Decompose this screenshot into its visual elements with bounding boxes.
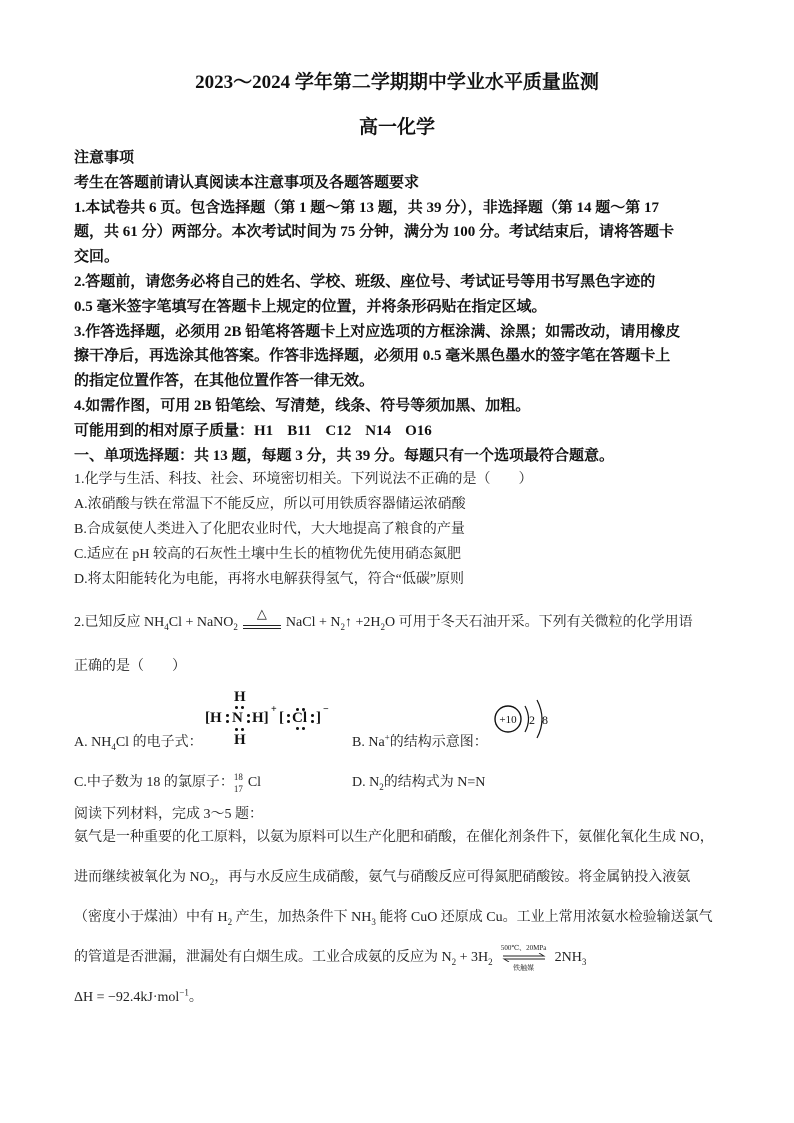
equals-double-line [243,625,281,629]
condition-top: 500℃、20MPa [500,943,547,952]
notice-item-1-line-2: 题，共 61 分）两部分。本次考试时间为 75 分钟，满分为 100 分。考试结束后，请将答题卡 [74,224,675,241]
notice-item-2-line-1: 2.答题前，请您务必将自己的姓名、学校、班级、座位号、考试证号等用书写黑色字迹的 [74,273,656,290]
q2-option-d-sub: 2 [379,781,384,792]
electron-dot [226,720,229,723]
q2-option-a-sub: 4 [111,741,116,752]
notice-item-1-line-3: 交回。 [74,249,120,266]
isotope-symbol: Cl [247,775,262,790]
shell-arc-1 [525,706,529,732]
shell-2-electrons: 8 [542,713,548,727]
electron-dot [302,727,305,730]
isotope-mass-number: 18 [233,771,243,782]
ef-cl: Cl [292,710,307,726]
exam-title: 2023～2024 学年第二学期期中学业水平质量监测 [195,72,599,93]
electron-dot [311,714,314,717]
q2-option-a-text: Cl 的电子式： [115,735,203,750]
electron-dot [287,714,290,717]
atomic-mass-c: C12 [325,422,352,439]
material-line-4-sub-c: 3 [581,956,587,967]
enthalpy-unit-sup: −1 [179,987,189,998]
material-line-3 [74,898,734,938]
na-ion-structure-diagram [492,692,556,748]
material-intro: 阅读下列材料，完成 3～5 题： [74,807,263,822]
q2-option-a-label: A. NH [74,735,112,750]
electron-dot [287,720,290,723]
material-line-4-b: + 3H [456,950,489,965]
material-line-4-c: 2NH [554,950,582,965]
ef-n: N [232,710,243,726]
q2-suffix: O 可用于冬天石油开采。下列有关微粒的化学用语 [384,615,693,630]
q2-prefix: 2.已知反应 [74,615,144,630]
q2-option-d-label: D. N [352,775,380,790]
material-line-2-b: ，再与水反应生成硝酸，氨气与硝酸反应可得氮肥硝酸铵。将金属钠投入液氨 [214,870,691,885]
material-line-4-sub-a: 2 [451,956,457,967]
material-line-4-a: 的管道是否泄漏，泄漏处有白烟生成。工业合成氨的反应为 N [74,950,452,965]
electron-dot [226,714,229,717]
q2-option-c [74,770,261,796]
ef-minus-charge: − [323,704,329,715]
ef-cl-open-bracket: [ [279,710,284,726]
isotope-notation [234,771,248,795]
q2-reactant-2-sub: 2 [233,621,238,632]
material-line-5-end: 。 [188,990,203,1005]
material-line-3-sub-a: 2 [227,916,233,927]
q1-option-b: B.合成氨使人类进入了化肥农业时代，大大地提高了粮食的产量 [74,521,465,537]
ef-plus-charge: + [271,704,277,715]
electron-dot [247,720,250,723]
section-one-heading: 一、单项选择题：共 13 题，每题 3 分，共 39 分。每题只有一个选项最符合题意。 [74,447,615,464]
material-line-2-a: 进而继续被氧化为 NO [74,870,210,885]
isotope-atomic-number: 17 [233,783,243,794]
q2-option-d [352,770,485,796]
ef-left-bracket-h: [H [205,710,222,726]
q2-reactant-1-sub: 4 [164,621,169,632]
material-line-3-a: （密度小于煤油）中有 H [74,910,228,925]
atomic-mass-o: O16 [405,422,432,439]
q1-stem: 1.化学与生活、科技、社会、环境密切相关。下列说法不正确的是（ ） [74,472,533,488]
reading-material [74,818,734,1018]
ef-h-right-bracket: H] [252,710,269,726]
q2-stem-line-2: 正确的是（ ） [74,659,186,674]
atomic-mass-b: B11 [287,422,312,439]
ef-cl-close-bracket: ] [316,710,321,726]
ef-h-bottom: H [234,732,246,748]
shell-1-electrons: 2 [529,713,535,727]
reversible-arrow-with-conditions [499,943,549,973]
material-line-3-b: 产生，加热条件下 NH [232,910,372,925]
q2-reactant-2: Cl + NaNO [168,615,234,630]
notice-item-2-line-2: 0.5 毫米签字笔填写在答题卡上规定的位置，并将条形码贴在指定区域。 [74,298,547,315]
q2-reaction-condition [241,605,283,635]
material-line-2 [74,858,734,898]
q2-option-b [352,731,488,755]
instructions-block [74,146,734,592]
notice-intro: 考生在答题前请认真阅读本注意事项及各题答题要求 [74,174,420,191]
nh4cl-electron-formula [205,688,335,752]
material-line-4 [74,938,734,978]
q2-option-c-text: C.中子数为 18 的氯原子： [74,775,234,790]
material-line-3-sub-b: 3 [371,916,376,927]
q1-option-c: C.适应在 pH 较高的石灰性土壤中生长的植物优先使用硝态氮肥 [74,546,461,562]
q2-option-d-text: 的结构式为 N=N [383,775,486,790]
atomic-mass-h: H1 [254,422,274,439]
nucleus-charge: +10 [499,714,517,726]
q2-option-b-sup: + [384,732,390,743]
notice-heading: 注意事项 [74,150,135,166]
atomic-mass-n: N14 [365,422,392,439]
q2-product-2-sub: 2 [380,621,385,632]
reversible-arrow-icon [502,953,546,962]
q2-option-b-text: 的结构示意图： [389,735,488,750]
q2-option-a [74,731,203,755]
q2-reactant-1: NH [144,615,165,630]
notice-item-3-line-3: 的指定位置作答，在其他位置作答一律无效。 [74,373,375,390]
notice-item-1-line-1: 1.本试卷共 6 页。包含选择题（第 1 题～第 13 题，共 39 分），非选择题（第 14 题～第 17 [74,199,660,216]
q2-product-1-sub: 2 [340,621,345,632]
exam-subject: 高一化学 [358,117,435,138]
q2-stem [74,605,693,636]
electron-dot [247,714,250,717]
electron-dot [311,720,314,723]
material-line-5 [74,978,734,1018]
q1-option-d: D.将太阳能转化为电能，再将水电解获得氢气，符合“低碳”原则 [74,571,465,587]
q2-product-2: ↑ +2H [344,615,381,630]
q1-option-a: A.浓硝酸与铁在常温下不能反应，所以可用铁质容器储运浓硝酸 [74,497,466,513]
material-line-2-sub: 2 [209,876,215,887]
q2-product-1: NaCl + N [285,615,341,630]
q2-option-b-label: B. Na [352,735,385,750]
material-line-1: 氨气是一种重要的化工原料，以氨为原料可以生产化肥和硝酸，在催化剂条件下，氨催化氧化生成 NO， [74,830,714,845]
notice-item-3-line-2: 擦干净后，再选涂其他答案。作答非选择题，必须用 0.5 毫米黑色墨水的签字笔在答题卡上 [74,348,671,365]
electron-dot [296,727,299,730]
ef-h-top: H [234,689,246,705]
notice-item-4-line-1: 4.如需作图，可用 2B 铅笔绘、写清楚，线条、符号等须加黑、加粗。 [74,397,531,414]
atomic-mass-line [74,419,734,444]
atomic-mass-label: 可能用到的相对原子质量： [74,422,255,439]
condition-bottom: 铁触媒 [513,963,535,972]
heating-triangle: △ [256,605,267,621]
material-line-4-sub-b: 2 [488,956,493,967]
notice-item-3-line-1: 3.作答选择题，必须用 2B 铅笔将答题卡上对应选项的方框涂满、涂黑；如需改动，请用橡皮 [74,323,681,340]
material-line-3-c: 能将 CuO 还原成 Cu。工业上常用浓氨水检验输送氯气 [375,910,713,925]
enthalpy-value: ΔH = −92.4kJ·mol [74,990,180,1005]
